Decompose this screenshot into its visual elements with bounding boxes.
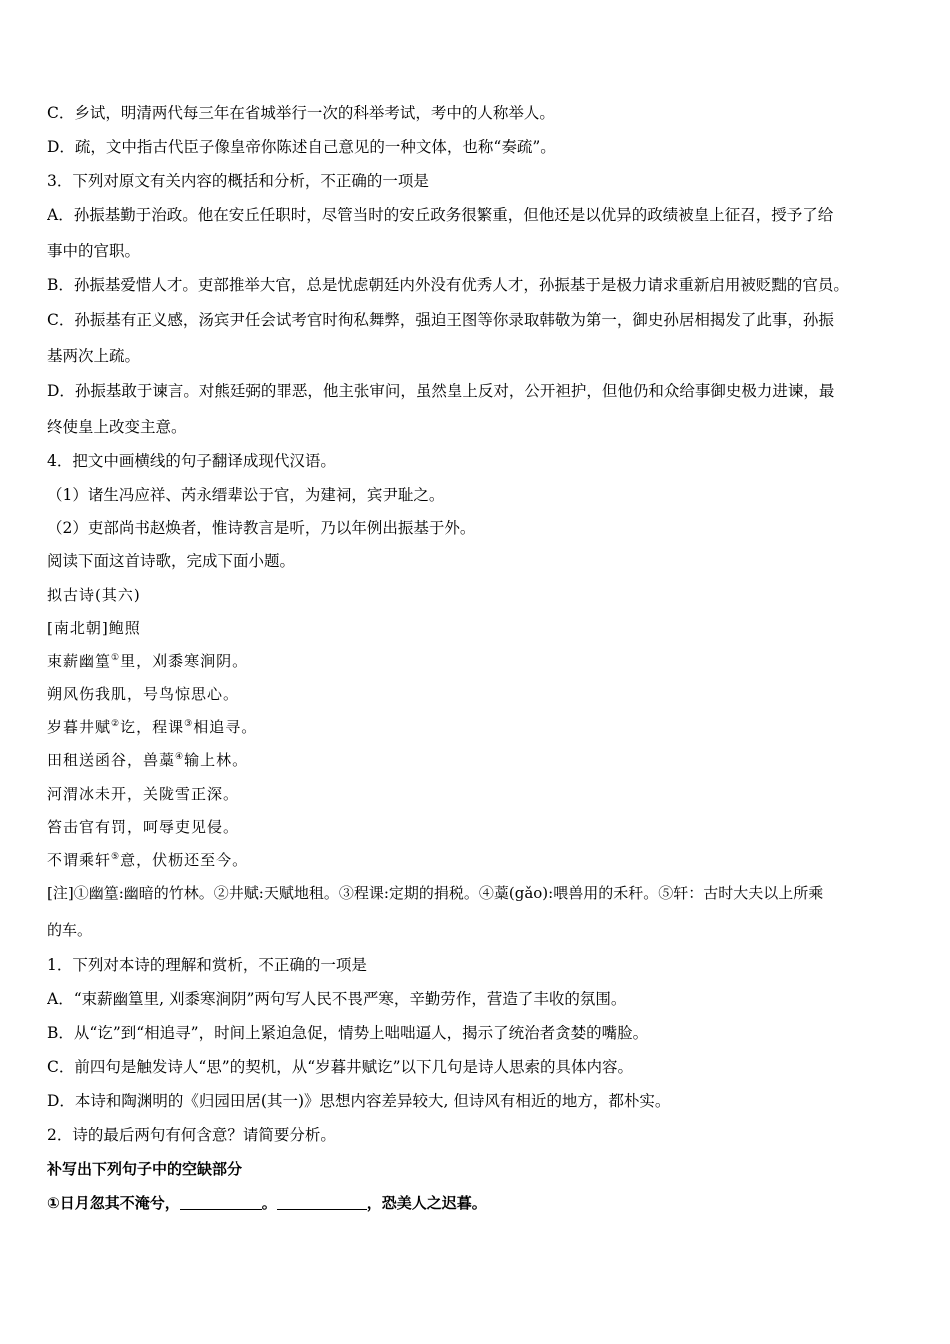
poem-line-1: 束薪幽篁①里，刈黍寒涧阴。 [47,652,249,670]
q3-option-a-cont: 事中的官职。 [47,242,141,260]
poem-notes: [注]①幽篁:幽暗的竹林。②井赋:天赋地租。③程课:定期的捐税。④藁(gǎo):喂兽用的禾秆。⑤轩：古时大夫以上所乘 [47,884,824,902]
q4-sentence-1: （1）诸生冯应祥、芮永缙辈讼于官，为建祠，宾尹耻之。 [47,486,445,504]
poem-intro: 阅读下面这首诗歌，完成下面小题。 [47,552,296,570]
q3-option-a: A．孙振基勤于治政。他在安丘任职时，尽管当时的安丘政务很繁重，但他还是以优异的政绩被皇上征召，授予了给 [47,206,834,224]
q3-option-d-cont: 终使皇上改变主意。 [47,418,187,436]
footnote-ref-2: ② [111,719,121,729]
q3-option-c-cont: 基两次上疏。 [47,347,141,365]
poem-line-3: 岁暮井赋②讫，程课③相追寻。 [47,718,258,736]
pq1-option-b: B．从“讫”到“相追寻”，时间上紧迫急促，情势上咄咄逼人，揭示了统治者贪婪的嘴脸。 [47,1024,649,1042]
poem-line-7: 不谓乘轩⑤意，伏枥还至今。 [47,851,249,869]
option-c-prev: C．乡试，明清两代每三年在省城举行一次的科举考试，考中的人称举人。 [47,104,555,122]
poem-title: 拟古诗(其六) [47,586,141,604]
pq1-option-d: D．本诗和陶渊明的《归园田居(其一)》思想内容差异较大, 但诗风有相近的地方，都朴实。 [47,1092,671,1110]
pq1-option-c: C．前四句是触发诗人“思”的契机，从“岁暮井赋讫”以下几句是诗人思索的具体内容。 [47,1058,634,1076]
footnote-ref-1: ① [111,653,121,663]
q3-stem: 3．下列对原文有关内容的概括和分析，不正确的一项是 [47,172,429,190]
q3-option-d: D．孙振基敢于谏言。对熊廷弼的罪恶，他主张审问，虽然皇上反对，公开袒护，但他仍和众给事御史极力进谏，最 [47,382,835,400]
blank-2[interactable] [277,1195,367,1210]
q4-sentence-2: （2）吏部尚书赵焕者，惟诗教言是听，乃以年例出振基于外。 [47,519,476,537]
poem-author: [南北朝]鲍照 [47,619,141,637]
q3-option-c: C．孙振基有正义感，汤宾尹任会试考官时徇私舞弊，强迫王图等你录取韩敬为第一，御史孙居相揭发了此事，孙振 [47,311,834,329]
q4-stem: 4．把文中画横线的句子翻译成现代汉语。 [47,452,336,470]
fill-heading: 补写出下列句子中的空缺部分 [47,1160,243,1178]
option-d-prev: D．疏，文中指古代臣子像皇帝你陈述自己意见的一种文体，也称“奏疏”。 [47,138,556,156]
blank-1[interactable] [180,1195,262,1210]
fill-sentence-1: ①日月忽其不淹兮， 。 ，恐美人之迟暮。 [47,1194,487,1212]
poem-line-5: 河渭冰未开，关陇雪正深。 [47,785,240,803]
footnote-ref-5: ⑤ [111,852,121,862]
poem-notes-cont: 的车。 [47,921,93,939]
poem-line-2: 朔风伤我肌，号鸟惊思心。 [47,685,240,703]
footnote-ref-3: ③ [184,719,194,729]
pq2-stem: 2．诗的最后两句有何含意？请简要分析。 [47,1126,336,1144]
footnote-ref-4: ④ [175,752,185,762]
poem-line-4: 田租送函谷，兽藁④输上林。 [47,751,249,769]
q3-option-b: B．孙振基爱惜人才。吏部推举大官，总是忧虑朝廷内外没有优秀人才，孙振基于是极力请求重新启用被贬黜的官员。 [47,276,849,294]
pq1-stem: 1．下列对本诗的理解和赏析，不正确的一项是 [47,956,367,974]
pq1-option-a: A．“束薪幽篁里, 刈黍寒涧阴”两句写人民不畏严寒，辛勤劳作，营造了丰收的氛围。 [47,990,627,1008]
poem-line-6: 笞击官有罚，呵辱吏见侵。 [47,818,240,836]
